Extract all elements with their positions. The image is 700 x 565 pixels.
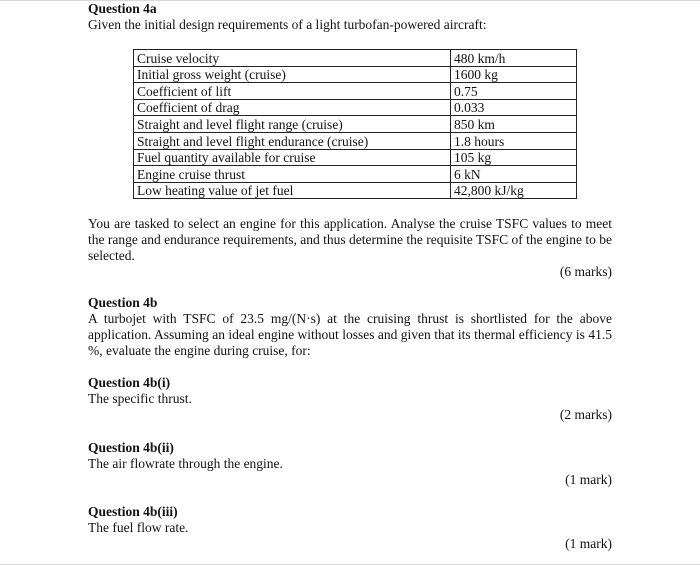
table-row (134, 50, 577, 67)
q4a-task: You are tasked to select an engine for this application. Analyse the cruise TSFC values to meet the range and endurance requirements, and thus determine the requisite TSFC of the engine to be selected. (88, 216, 612, 263)
table-row (134, 116, 577, 133)
table-cell-value: 6 kN (451, 166, 577, 183)
q4biii-text: The fuel flow rate. (88, 520, 189, 535)
table-cell-parameter: Straight and level flight range (cruise) (134, 116, 451, 133)
q4a-marks: (6 marks) (559, 264, 612, 279)
q4a-heading: Question 4a (88, 1, 157, 16)
q4bi-text: The specific thrust. (88, 391, 192, 406)
table-cell-value: 0.033 (451, 99, 577, 116)
q4biii-marks: (1 mark) (565, 536, 612, 551)
table-row (134, 182, 577, 199)
table-cell-parameter: Fuel quantity available for cruise (134, 149, 451, 166)
q4b-heading: Question 4b (88, 295, 158, 310)
table-cell-parameter: Engine cruise thrust (134, 166, 451, 183)
q4a-intro: Given the initial design requirements of a light turbofan-powered aircraft: (88, 17, 487, 32)
q4bi-heading: Question 4b(i) (88, 375, 171, 390)
table-row (134, 166, 577, 183)
table-cell-parameter: Low heating value of jet fuel (134, 182, 451, 199)
table-cell-value: 1600 kg (451, 66, 577, 83)
table-cell-parameter: Coefficient of drag (134, 99, 451, 116)
table-row (134, 149, 577, 166)
table-cell-value: 1.8 hours (451, 132, 577, 149)
table-row (134, 66, 577, 83)
q4biii-heading: Question 4b(iii) (88, 504, 178, 519)
table-cell-value: 42,800 kJ/kg (451, 182, 577, 199)
table-cell-parameter: Cruise velocity (134, 50, 451, 67)
table-cell-value: 0.75 (451, 83, 577, 100)
table-cell-parameter: Coefficient of lift (134, 83, 451, 100)
table-row (134, 132, 577, 149)
table-cell-value: 850 km (451, 116, 577, 133)
q4b-text: A turbojet with TSFC of 23.5 mg/(N·s) at the cruising thrust is shortlisted for the above application. Assuming an ideal engine without losses and given that its thermal efficiency is 41.5 %, evaluate the engine during cruise, for: (88, 311, 612, 358)
table-row (134, 99, 577, 116)
table-cell-parameter: Initial gross weight (cruise) (134, 66, 451, 83)
q4bii-text: The air flowrate through the engine. (88, 456, 283, 471)
q4bii-marks: (1 mark) (565, 472, 612, 487)
table-cell-parameter: Straight and level flight endurance (cruise) (134, 132, 451, 149)
table-cell-value: 480 km/h (451, 50, 577, 67)
q4bi-marks: (2 marks) (559, 407, 612, 422)
table-row (134, 83, 577, 100)
table-cell-value: 105 kg (451, 149, 577, 166)
q4bii-heading: Question 4b(ii) (88, 440, 174, 455)
requirements-table (133, 49, 577, 199)
